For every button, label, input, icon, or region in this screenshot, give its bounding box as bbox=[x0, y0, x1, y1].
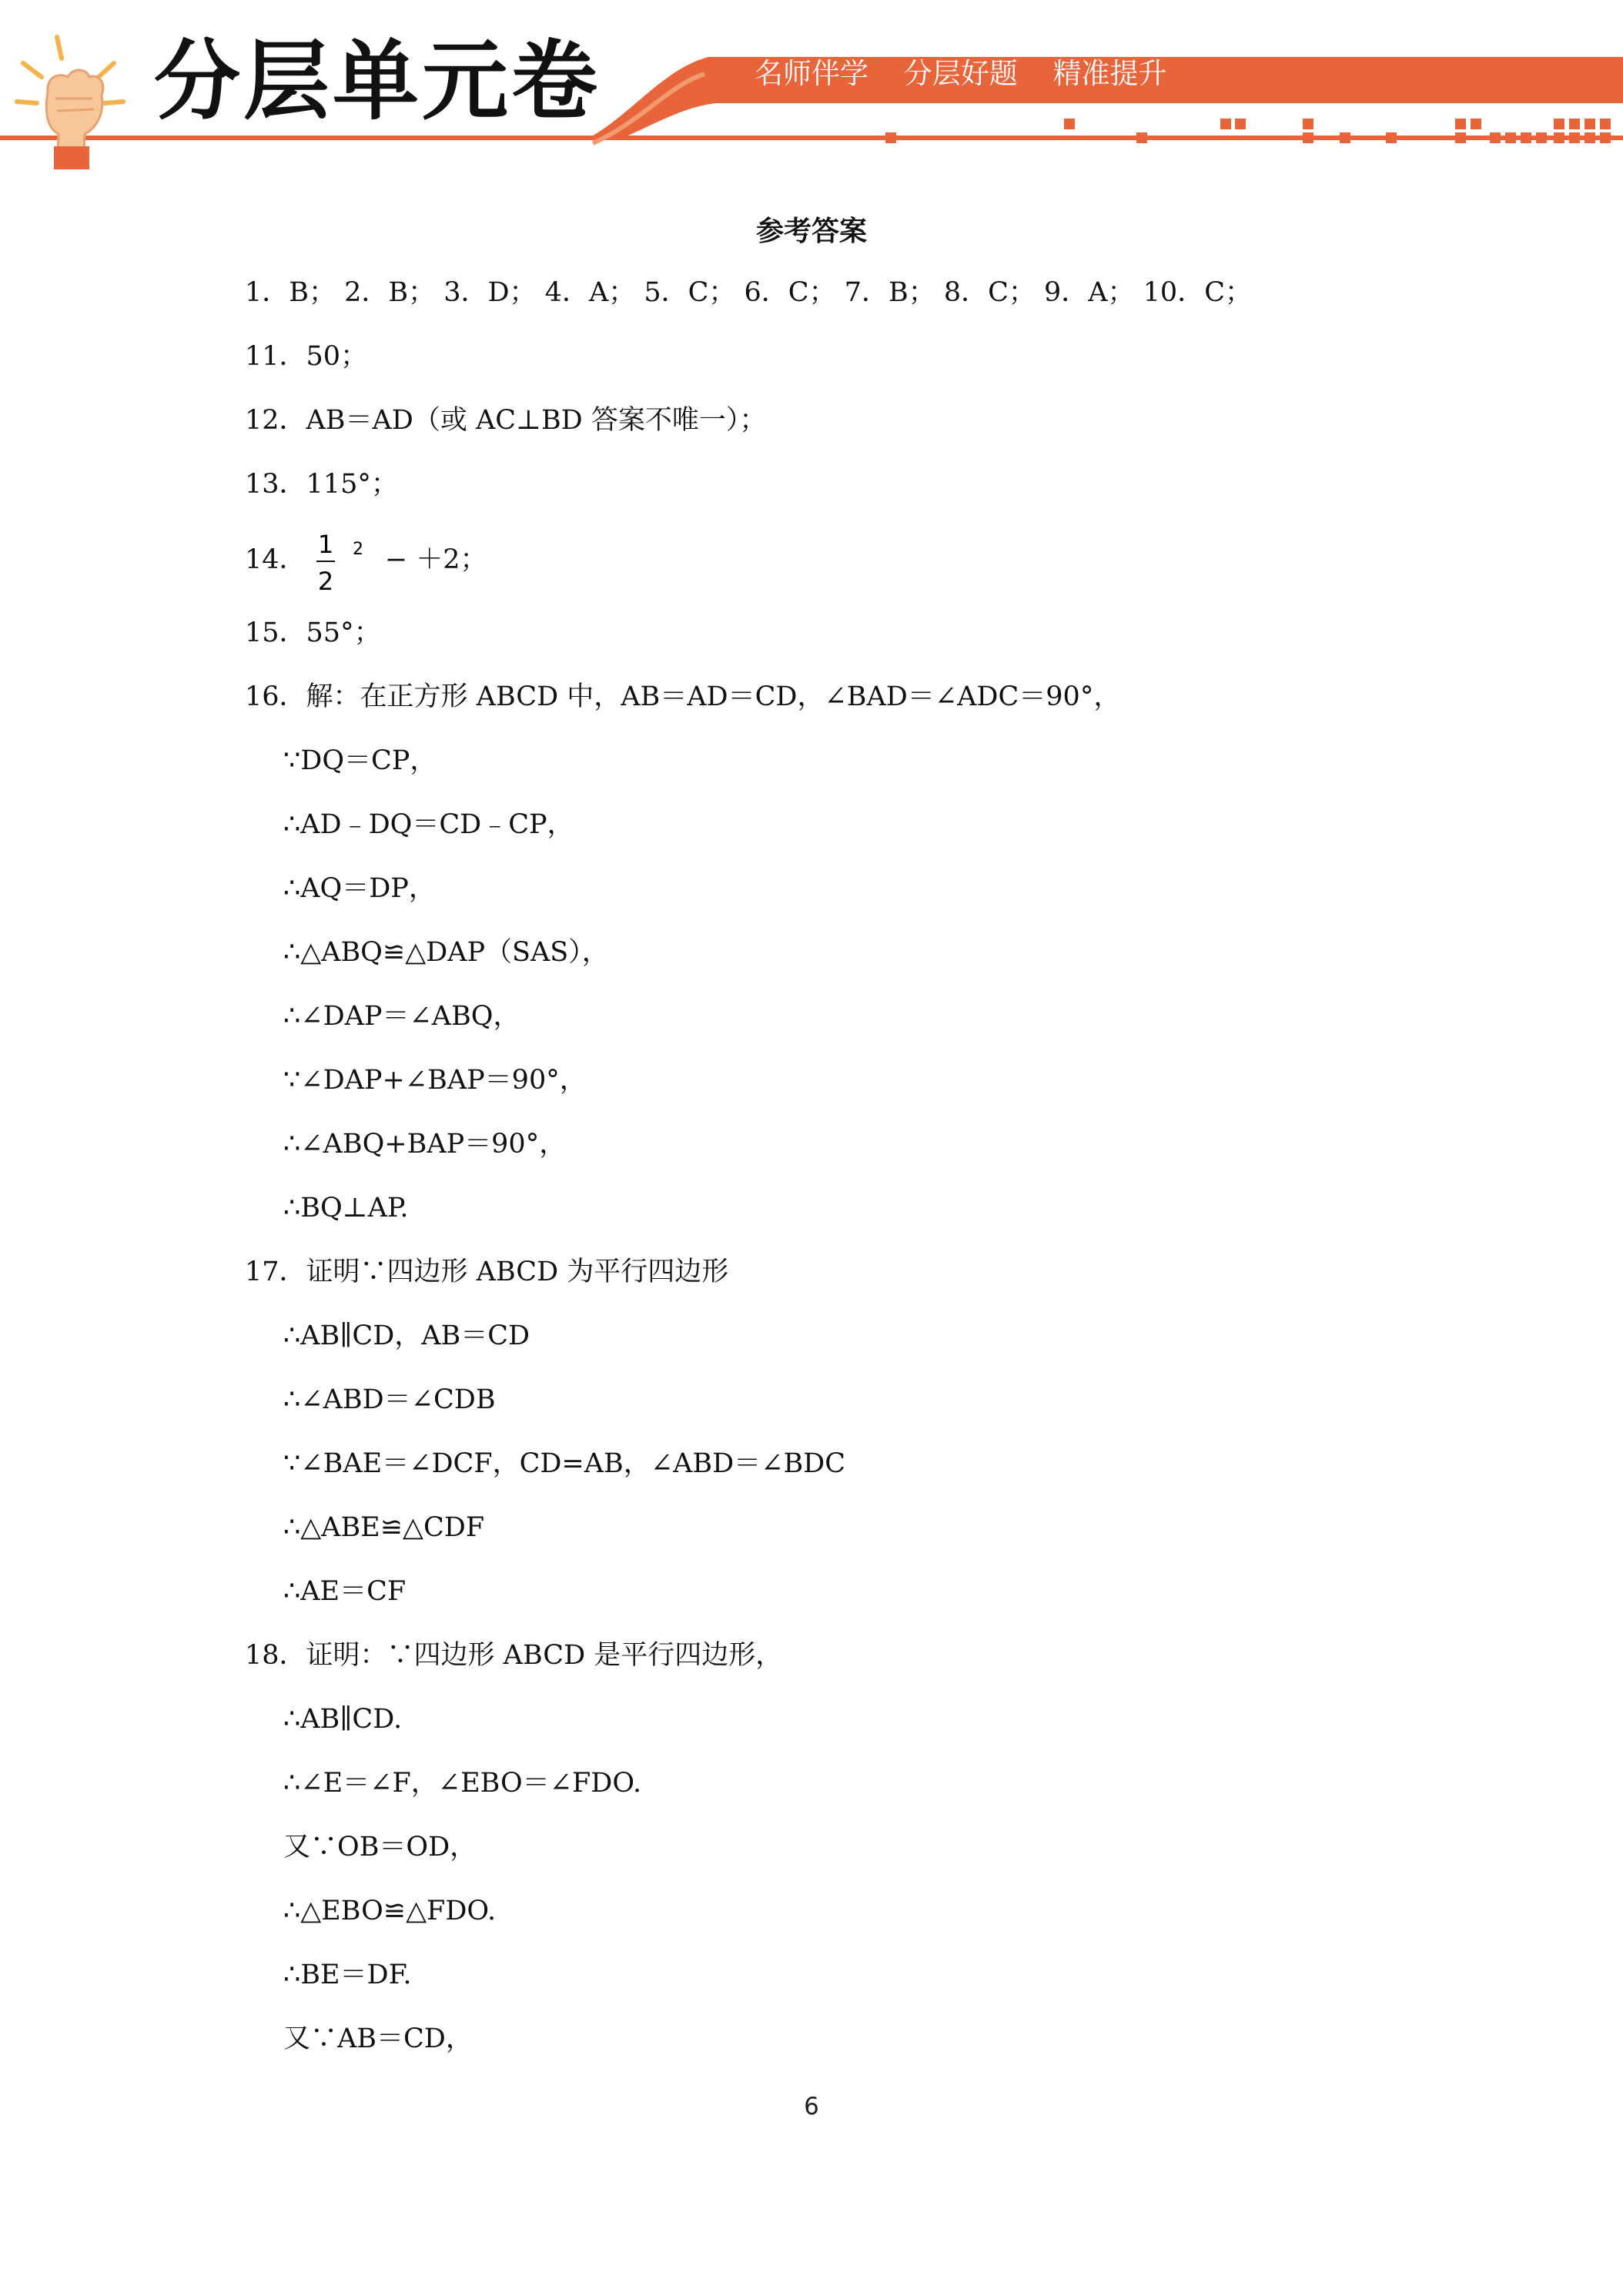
answer-line: ∴AD﹣DQ＝CD﹣CP， bbox=[283, 809, 574, 840]
answer-lines bbox=[245, 610, 1438, 2080]
answer-line: 又∵OB＝OD， bbox=[283, 1832, 477, 1863]
answer-line: ∴∠ABD＝∠CDB bbox=[283, 1384, 496, 1415]
slogan-text: 分层好题 bbox=[903, 57, 1018, 90]
fist-icon bbox=[8, 32, 139, 171]
answer-line: ∴AB∥CD，AB＝CD bbox=[283, 1320, 530, 1351]
fraction bbox=[315, 527, 376, 596]
answer-line: ∴AE＝CF bbox=[283, 1576, 407, 1607]
fraction-denominator: 2 bbox=[317, 566, 333, 596]
answer-line: ∴∠E＝∠F，∠EBO＝∠FDO. bbox=[283, 1768, 642, 1799]
brand-title: 分层单元卷 bbox=[154, 32, 601, 132]
document-title: 参考答案 bbox=[755, 215, 867, 247]
answer-line: 又∵AB＝CD， bbox=[283, 2023, 473, 2054]
answer-content bbox=[245, 269, 1438, 2080]
slogan-text: 名师伴学 bbox=[755, 57, 868, 90]
answer-line: ∴AQ＝DP， bbox=[283, 873, 436, 904]
answer-line: ∴△EBO≌△FDO. bbox=[283, 1896, 497, 1926]
answer-line: 18．证明：∵四边形 ABCD 是平行四边形， bbox=[245, 1640, 783, 1671]
page-number: 6 bbox=[804, 2093, 819, 2120]
answer-line: ∴BQ⊥AP. bbox=[283, 1193, 409, 1223]
answer-line: 1．B； 2．B； 3．D； 4．A； 5．C； 6．C； 7．B； 8．C； 9．A； 10．C； bbox=[245, 277, 1252, 308]
item-number: 14． bbox=[245, 544, 306, 575]
answer-line: 15．55°； bbox=[245, 618, 381, 648]
answer-line: ∴∠DAP＝∠ABQ， bbox=[283, 1001, 520, 1032]
answer-line: 11．50； bbox=[245, 341, 368, 372]
answer-line: ∴∠ABQ+BAP＝90°， bbox=[283, 1129, 567, 1160]
fraction-numerator: 1 bbox=[317, 529, 333, 559]
exponent: 2 bbox=[352, 539, 363, 559]
answer-line: ∴AB∥CD. bbox=[283, 1704, 403, 1735]
slogan-bar bbox=[755, 59, 1193, 88]
answer-line: ∵DQ＝CP， bbox=[283, 745, 437, 776]
answer-line: ∴△ABQ≌△DAP（SAS）， bbox=[283, 937, 609, 968]
answer-line-14 bbox=[245, 525, 1438, 610]
answer-line: ∴BE＝DF. bbox=[283, 1960, 412, 1990]
answer-line: ∵∠DAP+∠BAP＝90°， bbox=[283, 1065, 587, 1096]
expression-tail: − ＋2； bbox=[384, 544, 487, 575]
answer-line: ∴△ABE≌△CDF bbox=[283, 1512, 485, 1543]
answer-line: 17．证明∵四边形 ABCD 为平行四边形 bbox=[245, 1257, 729, 1287]
answer-line: 12．AB＝AD（或 AC⊥BD 答案不唯一）； bbox=[245, 405, 767, 436]
page-header bbox=[0, 0, 1623, 185]
answer-line: ∵∠BAE＝∠DCF，CD=AB，∠ABD＝∠BDC bbox=[283, 1448, 846, 1479]
answer-line: 13．115°； bbox=[245, 469, 398, 500]
slogan-text: 精准提升 bbox=[1052, 57, 1167, 90]
answer-line: 16．解：在正方形 ABCD 中，AB＝AD＝CD，∠BAD＝∠ADC＝90°， bbox=[245, 681, 1121, 712]
